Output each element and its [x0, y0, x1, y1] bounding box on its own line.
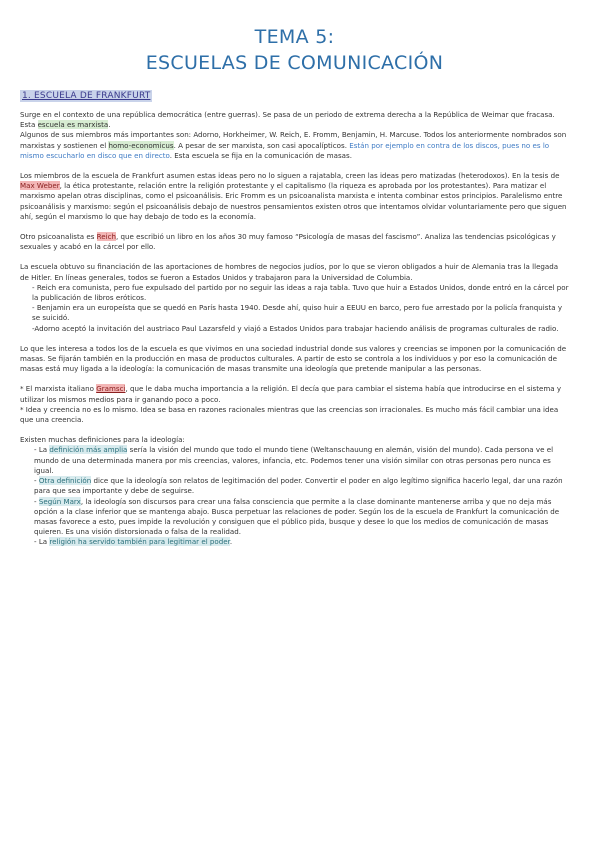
list-item	[20, 537, 569, 547]
highlight-homo-economicus: homo-economicus	[108, 140, 174, 150]
text-span: * El marxista italiano	[20, 384, 97, 394]
paragraph-ideology	[20, 435, 569, 547]
paragraph-context	[20, 110, 569, 161]
highlight-discs: Están por ejemplo en contra de los discos, pues no es lo mismo escucharlo en disco que en directo	[20, 140, 550, 160]
text-span: .	[108, 120, 111, 130]
paragraph-line: * Idea y creencia no es lo mismo. Idea se basa en razones racionales mientras que las creencias son irracionales. Es mucho más fácil cambiar una idea que una creencia.	[20, 404, 559, 425]
text-span: , la ética protestante, relación entre la religión protestante y el capitalismo (la riqueza es aprobada por los protestantes). Para matizar el marxismo apelan otras disciplinas, como el psicoanálisis. Eric Fromm es un psicoanalista marxista e intenta combinar estos principios. Paralelismo entre psicoanálisis y marxismo: según el psicoanálisis debajo de nuestros pensamientos existen otros que intentamos olvidar voluntariamente pero que siguen ahí, según el marxismo lo que hay debajo de todo es la economía.	[20, 181, 567, 221]
highlight-max-weber: Max Weber	[20, 181, 60, 191]
highlight-reich: Reich	[96, 232, 116, 242]
text-span: . A pesar de ser marxista, son casi apocalípticos.	[173, 140, 350, 150]
document-body	[20, 110, 569, 548]
highlight-religion: religión ha servido también para legitimar el poder	[49, 537, 230, 547]
list-item	[20, 476, 569, 496]
paragraph-gramsci	[20, 384, 569, 425]
text-span: sería la visión del mundo que todo el mundo tiene (Weltanschauung en alemán, visión del mundo). Cada persona ve el mundo de una determinada manera por mis creencias, valores, infancia, etc. Podemos tener una visión similar con otras personas pero nunca es igual.	[34, 445, 554, 475]
list-item: - Benjamin era un europeísta que se quedó en París hasta 1940. Desde ahí, quiso huir a EEUU en barco, pero fue arrestado por la policía franquista y se suicidó.	[32, 303, 563, 323]
highlight-marxist: escuela es marxista	[37, 120, 109, 130]
text-span: -	[34, 496, 39, 506]
list-item	[20, 445, 569, 476]
paragraph-interest	[20, 344, 569, 375]
highlight-marx: Según Marx	[38, 496, 81, 506]
paragraph-members	[20, 171, 569, 222]
section-heading: 1. ESCUELA DE FRANKFURT	[22, 91, 151, 101]
text-span: . Esta escuela se fija en la comunicación de masas.	[169, 150, 352, 160]
text-span: Otro psicoanalista es	[20, 232, 97, 242]
text-span: dice que la ideología son relatos de legitimación del poder. Convertir el poder en algo legítimo significa hacerlo legal, dar una razón para que sea importante y debe de seguirse.	[34, 476, 563, 496]
paragraph-line: La escuela obtuvo su financiación de las aportaciones de hombres de negocios judíos, por lo que se vieron obligados a huir de Alemania tras la llegada de Hitler. En líneas generales, todos se fueron a Estados Unidos y trabajaron para la Universidad de Columbia.	[20, 262, 559, 282]
text-span: , la ideología son discursos para crear una falsa consciencia que permite a la clase dominante mantenerse arriba y que no deja más opción a la clase inferior que se mantenga abajo. Busca perpetuar las relaciones de poder. Según los de la escuela de Frankfurt la comunicación de masas favorece a esto, pues impide la revolución y consiguen que el público pida, busque y desee lo que los medios de comunicación de masas quieren. Es una visión distorsionada o falsa de la realidad.	[34, 496, 560, 537]
text-span: Surge en el contexto de una república democrática (entre guerras). Se pasa de un periodo de extrema derecha a la República de Weimar que fracasa. Esta	[20, 110, 555, 130]
paragraph-line	[20, 384, 569, 404]
paragraph-reich	[20, 232, 569, 252]
highlight-broad-definition: definición más amplia	[49, 445, 128, 455]
paragraph-line	[20, 232, 569, 252]
list-item: -Adorno aceptó la invitación del austriaco Paul Lazarsfeld y viajó a Estados Unidos para trabajar haciendo análisis de programas culturales de radio.	[32, 323, 559, 333]
paragraph-line: Lo que les interesa a todos los de la escuela es que vivimos en una sociedad industrial donde sus valores y creencias se imponen por la comunicación de masas. Se fijarán también en la producción en masa de productos culturales. A partir de esto se controla a los individuos y por eso la comunicación de masas está muy ligada a la ideología: la comunicación de masas transmite una ideología que pretende manipular a las personas.	[20, 343, 567, 374]
text-span: , que escribió un libro en los años 30 muy famoso “Psicología de masas del fascismo”. Analiza las tendencias psicológicas y sexuales y acabó en la cárcel por ello.	[20, 232, 556, 252]
highlight-gramsci: Gramsci	[96, 384, 126, 394]
highlight-other-definition: Otra definición	[38, 476, 92, 486]
text-span: - La	[34, 537, 50, 547]
list-item: - Reich era comunista, pero fue expulsado del partido por no seguir las ideas a raja tabla. Tuvo que huir a Estados Unidos, donde entró en la cárcel por la publicación de libros eróticos.	[32, 282, 569, 303]
paragraph-line	[20, 171, 569, 222]
paragraph-line	[20, 110, 569, 130]
text-span: , que le daba mucha importancia a la religión. El decía que para cambiar el sistema había que introducirse en el sistema y utilizar los mismos medios para ir ganando poco a poco.	[20, 384, 562, 404]
page-title	[20, 24, 569, 76]
text-span: Algunos de sus miembros más importantes son: Adorno, Horkheimer, W. Reich, E. Fromm, Benjamin, H. Marcuse. Todos los anteriormente nombrados son marxistas y sostienen el	[20, 130, 567, 150]
text-span: Los miembros de la escuela de Frankfurt asumen estas ideas pero no lo siguen a rajatabla, creen las ideas pero matizadas (heterodoxos). En la tesis de	[20, 171, 560, 181]
title-line-1: TEMA 5:	[254, 26, 335, 48]
paragraph-line: Existen muchas definiciones para la ideología:	[20, 435, 185, 445]
paragraph-financing	[20, 262, 569, 333]
text-span: - La	[34, 445, 50, 455]
paragraph-line	[20, 130, 569, 161]
title-line-2: ESCUELAS DE COMUNICACIÓN	[145, 52, 444, 74]
text-span: -	[34, 476, 39, 486]
list-item	[20, 497, 569, 538]
text-span: .	[229, 537, 233, 547]
